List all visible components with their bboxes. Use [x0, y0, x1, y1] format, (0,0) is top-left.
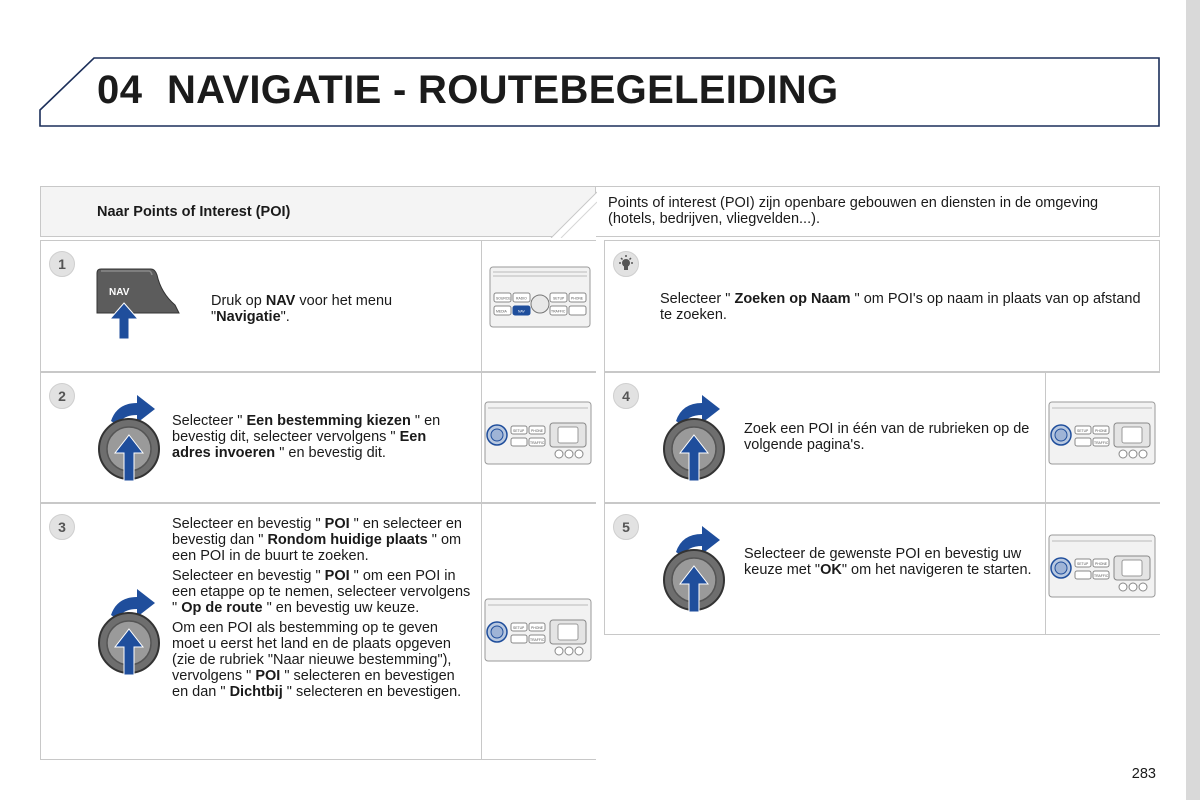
panel-label: NAV [518, 309, 525, 314]
chapter-title: NAVIGATIE - ROUTEBEGELEIDING [167, 68, 839, 112]
panel-label: PHONE [531, 429, 544, 433]
lightbulb-icon [613, 251, 639, 277]
step-1-panel-cell [481, 241, 596, 371]
panel-label: SETUP [513, 626, 525, 630]
step-number-badge: 5 [613, 514, 639, 540]
nav-button-press-icon [93, 267, 189, 347]
step-3-box [40, 503, 596, 760]
panel-label: PHONE [571, 296, 584, 301]
panel-label: RADIO [516, 296, 527, 301]
step-3-paragraph: Selecteer en bevestig " POI " om een POI in een etappe op te nemen, selecteer vervolgens " Op de route " en bevestig uw keuze. [172, 568, 471, 616]
step-2-box [40, 372, 596, 503]
panel-label: PHONE [531, 626, 544, 630]
panel-label: MEDIA [496, 309, 507, 314]
step-3-paragraph: Om een POI als bestemming op te geven moet u eerst het land en de plaats opgeven (zie de rubriek "Naar nieuwe bestemming"), vervolgens " POI " selecteren en bevestigen en dan " Dichtbij " selecteren en bevestigen. [172, 620, 462, 700]
panel-label: PHONE [1095, 429, 1108, 433]
rotary-knob-press-icon [660, 522, 730, 616]
panel-label: SOURCE [496, 296, 511, 301]
rotary-knob-press-icon [95, 585, 165, 679]
panel-label: TRAFFIC [551, 309, 566, 314]
tip-box [604, 240, 1160, 372]
step-5-box [604, 503, 1160, 635]
step-number-badge: 4 [613, 383, 639, 409]
page-edge-strip [1186, 0, 1200, 800]
radio-panel-illustration [1048, 534, 1156, 598]
step-number-badge: 2 [49, 383, 75, 409]
step-3-text [172, 516, 472, 700]
step-number-badge: 1 [49, 251, 75, 277]
step-5-panel-cell [1045, 504, 1160, 634]
panel-label: TRAFFIC [1094, 441, 1109, 445]
step-2-text: Selecteer " Een bestemming kiezen " en bevestig dit, selecteer vervolgens " Een adres invoeren " en bevestig dit. [172, 413, 441, 461]
step-4-panel-cell [1045, 373, 1160, 502]
panel-label: SETUP [1077, 562, 1089, 566]
step-number-badge: 3 [49, 514, 75, 540]
tip-text: Selecteer " Zoeken op Naam " om POI's op naam in plaats van op afstand te zoeken. [660, 291, 1141, 323]
step-1-box [40, 240, 596, 372]
step-5-text: Selecteer de gewenste POI en bevestig uw keuze met "OK" om het navigeren te starten. [744, 546, 1032, 578]
panel-label: SETUP [553, 296, 565, 301]
panel-label: PHONE [1095, 562, 1108, 566]
radio-panel-illustration [484, 598, 592, 662]
radio-panel-illustration [484, 401, 592, 465]
chapter-number: 04 [97, 68, 143, 112]
rotary-knob-press-icon [95, 391, 165, 485]
step-1-text: Druk op NAV voor het menu "Navigatie". [211, 293, 393, 325]
step-3-panel-cell [481, 504, 596, 759]
radio-panel-illustration [489, 266, 591, 328]
step-4-text: Zoek een POI in één van de rubrieken op de volgende pagina's. [744, 421, 1030, 453]
step-4-box [604, 372, 1160, 503]
radio-panel-illustration [1048, 401, 1156, 465]
section-header [40, 186, 596, 237]
rotary-knob-press-icon [660, 391, 730, 485]
section-intro: Points of interest (POI) zijn openbare gebouwen en diensten in de omgeving (hotels, bedrijven, vliegvelden...). [596, 186, 1160, 237]
panel-label: TRAFFIC [530, 638, 545, 642]
step-2-panel-cell [481, 373, 596, 502]
panel-label: SETUP [1077, 429, 1089, 433]
panel-label: SETUP [513, 429, 525, 433]
nav-key-label: NAV [109, 287, 130, 298]
section-title: Naar Points of Interest (POI) [97, 204, 291, 220]
panel-label: TRAFFIC [1094, 574, 1109, 578]
page-number: 283 [1131, 766, 1156, 782]
panel-label: TRAFFIC [530, 441, 545, 445]
step-3-paragraph: Selecteer en bevestig " POI " en selecteer en bevestig dan " Rondom huidige plaats " om een POI in de buurt te zoeken. [172, 516, 462, 564]
